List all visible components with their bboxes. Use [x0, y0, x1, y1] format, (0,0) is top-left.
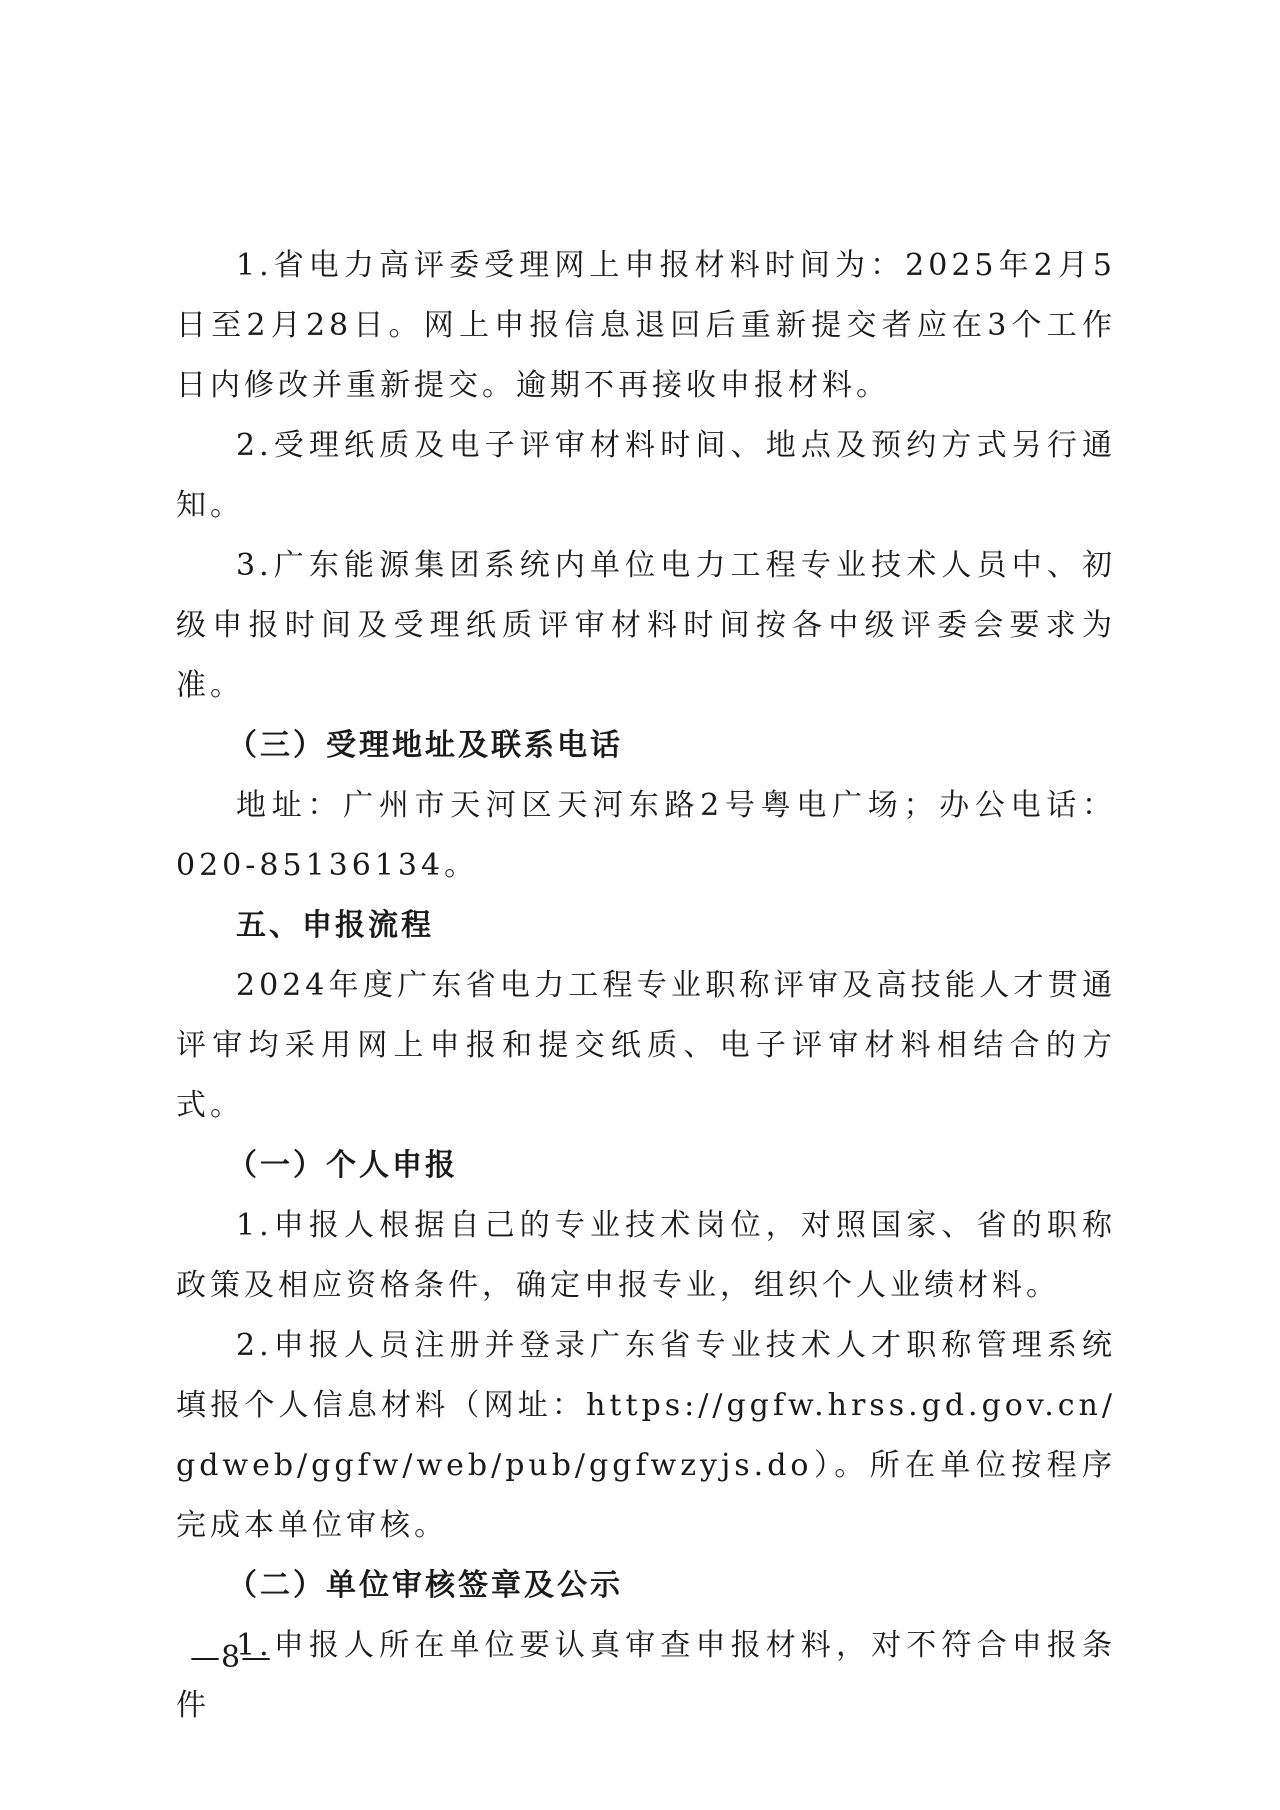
paragraph-paper-materials: 2.受理纸质及电子评审材料时间、地点及预约方式另行通知。: [176, 428, 1116, 523]
paragraph-personal-1: 1.申报人根据自己的专业技术岗位，对照国家、省的职称政策及相应资格条件，确定申报专业，组织个人业绩材料。: [176, 1208, 1116, 1303]
paragraph-unit-1: 1.申报人所在单位要认真审查申报材料，对不符合申报条件: [176, 1628, 1116, 1723]
heading-address-phone: （三）受理地址及联系电话: [227, 728, 623, 763]
document-body: [176, 236, 1116, 1736]
page-number: —8—: [190, 1640, 273, 1675]
heading-section-5: 五、申报流程: [236, 908, 434, 943]
paragraph-personal-2: 2.申报人员注册并登录广东省专业技术人才职称管理系统填报个人信息材料（网址：https://ggfw.hrss.gd.gov.cn/gdweb/ggfw/web/pub/ggfwzyjs.do）。所在单位按程序完成本单位审核。: [176, 1328, 1116, 1543]
paragraph-address: 地址：广州市天河区天河东路2号粤电广场；办公电话：020-85136134。: [176, 788, 1116, 883]
paragraph-section-5-intro: 2024年度广东省电力工程专业职称评审及高技能人才贯通评审均采用网上申报和提交纸质、电子评审材料相结合的方式。: [176, 968, 1116, 1123]
heading-unit-review: （二）单位审核签章及公示: [227, 1568, 623, 1603]
paragraph-acceptance-time: 1.省电力高评委受理网上申报材料时间为：2025年2月5日至2月28日。网上申报信息退回后重新提交者应在3个工作日内修改并重新提交。逾期不再接收申报材料。: [176, 248, 1116, 403]
heading-personal-application: （一）个人申报: [227, 1148, 458, 1183]
paragraph-group-units: 3.广东能源集团系统内单位电力工程专业技术人员中、初级申报时间及受理纸质评审材料时间按各中级评委会要求为准。: [176, 548, 1116, 703]
